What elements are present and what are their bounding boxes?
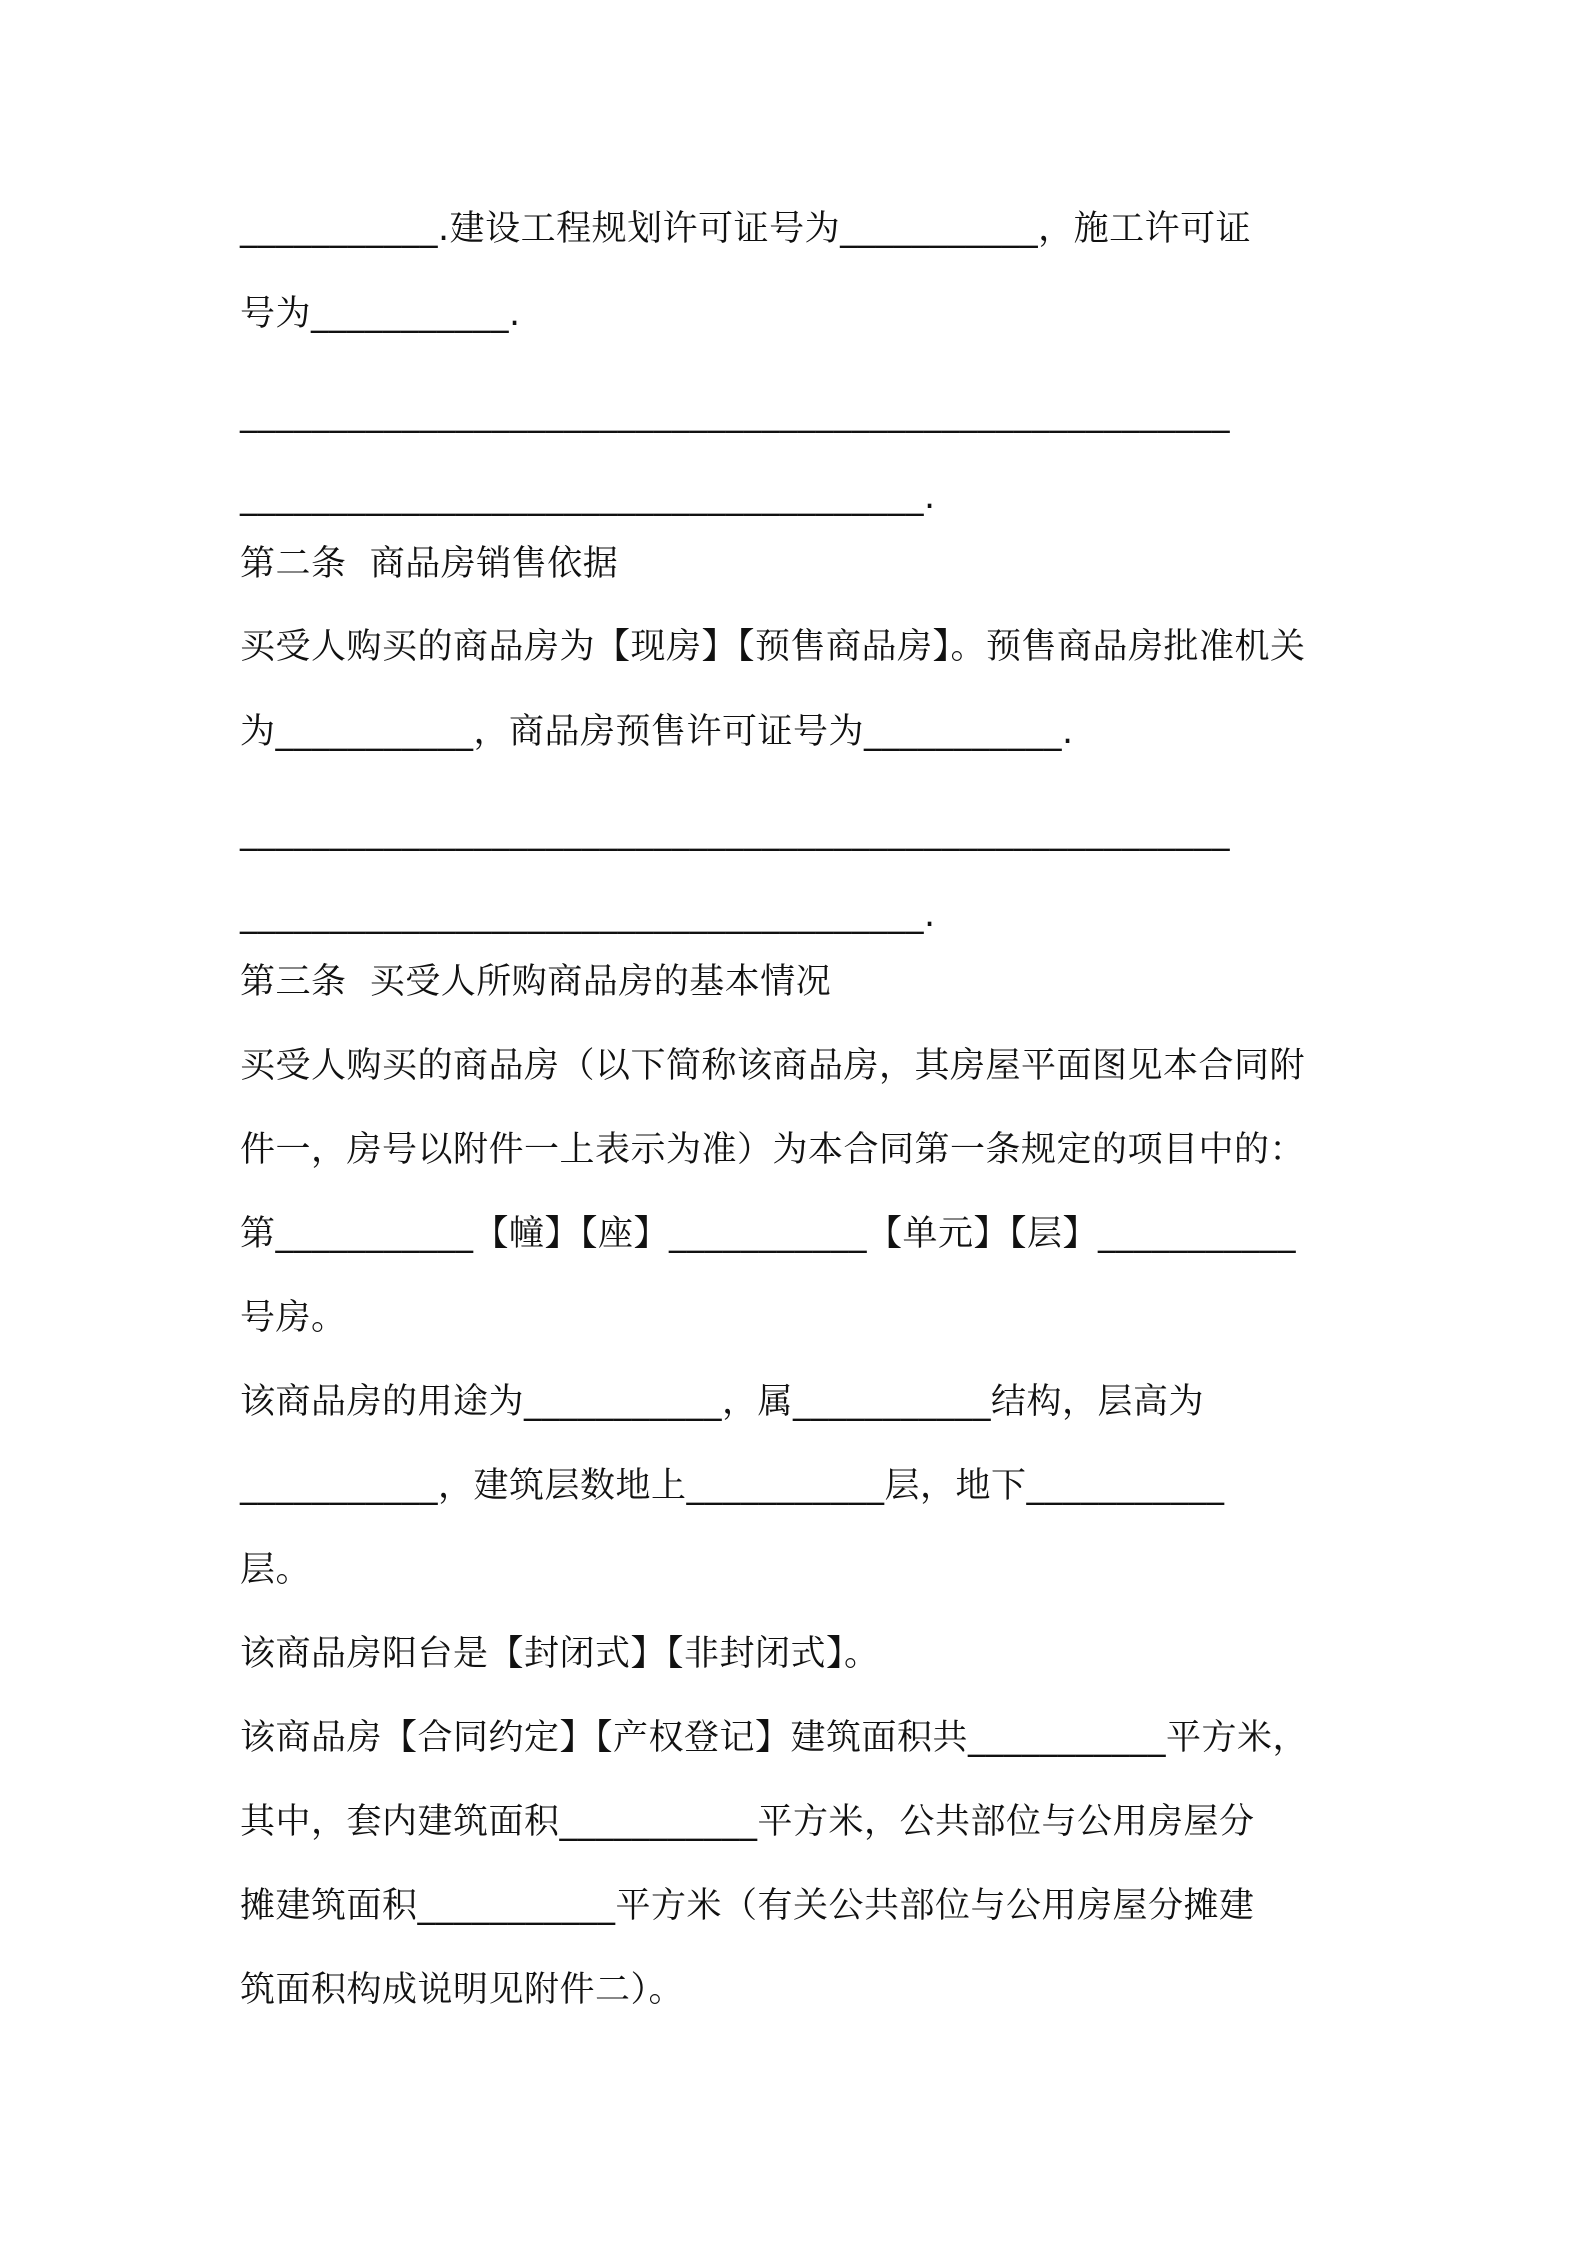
text-line-blank-1: _______________________________________________________ <box>240 394 1230 434</box>
text-line-floors-end: 层。 <box>240 1550 312 1590</box>
text-line-planning-permit: ___________.建设工程规划许可证号为___________，施工许可证 <box>240 209 1252 249</box>
text-line-floors: ___________，建筑层数地上___________层，地下___________ <box>240 1466 1225 1506</box>
article-two-heading: 第二条 商品房销售依据 <box>240 544 619 584</box>
article-three-heading: 第三条 买受人所购商品房的基本情况 <box>240 962 832 1002</box>
text-line-annex-note: 筑面积构成说明见附件二）。 <box>240 1970 685 2010</box>
text-line-room-number: 号房。 <box>240 1298 347 1338</box>
text-line-house-description-2: 件一，房号以附件一上表示为准）为本合同第一条规定的项目中的： <box>240 1130 1306 1170</box>
text-line-balcony: 该商品房阳台是【封闭式】【非封闭式】。 <box>240 1634 880 1674</box>
text-line-usage-structure: 该商品房的用途为___________，属___________结构，层高为 <box>240 1382 1205 1422</box>
text-line-sale-type: 买受人购买的商品房为【现房】【预售商品房】。预售商品房批准机关 <box>240 627 1306 667</box>
text-line-building-unit: 第___________【幢】【座】___________【单元】【层】___________ <box>240 1214 1297 1254</box>
text-line-construction-permit-number: 号为___________. <box>240 294 521 334</box>
text-line-shared-area: 摊建筑面积___________平方米（有关公共部位与公用房屋分摊建 <box>240 1886 1255 1926</box>
text-line-blank-3: _______________________________________________________ <box>240 812 1230 852</box>
text-line-floor-area: 该商品房【合同约定】【产权登记】建筑面积共___________平方米， <box>240 1718 1309 1758</box>
text-line-blank-2: ______________________________________. <box>240 477 936 517</box>
text-line-blank-4: ______________________________________. <box>240 895 936 935</box>
text-line-house-description-1: 买受人购买的商品房（以下简称该商品房，其房屋平面图见本合同附 <box>240 1046 1306 1086</box>
text-line-inner-area: 其中，套内建筑面积___________平方米，公共部位与公用房屋分 <box>240 1802 1255 1842</box>
text-line-presale-permit: 为___________，商品房预售许可证号为___________. <box>240 712 1074 752</box>
